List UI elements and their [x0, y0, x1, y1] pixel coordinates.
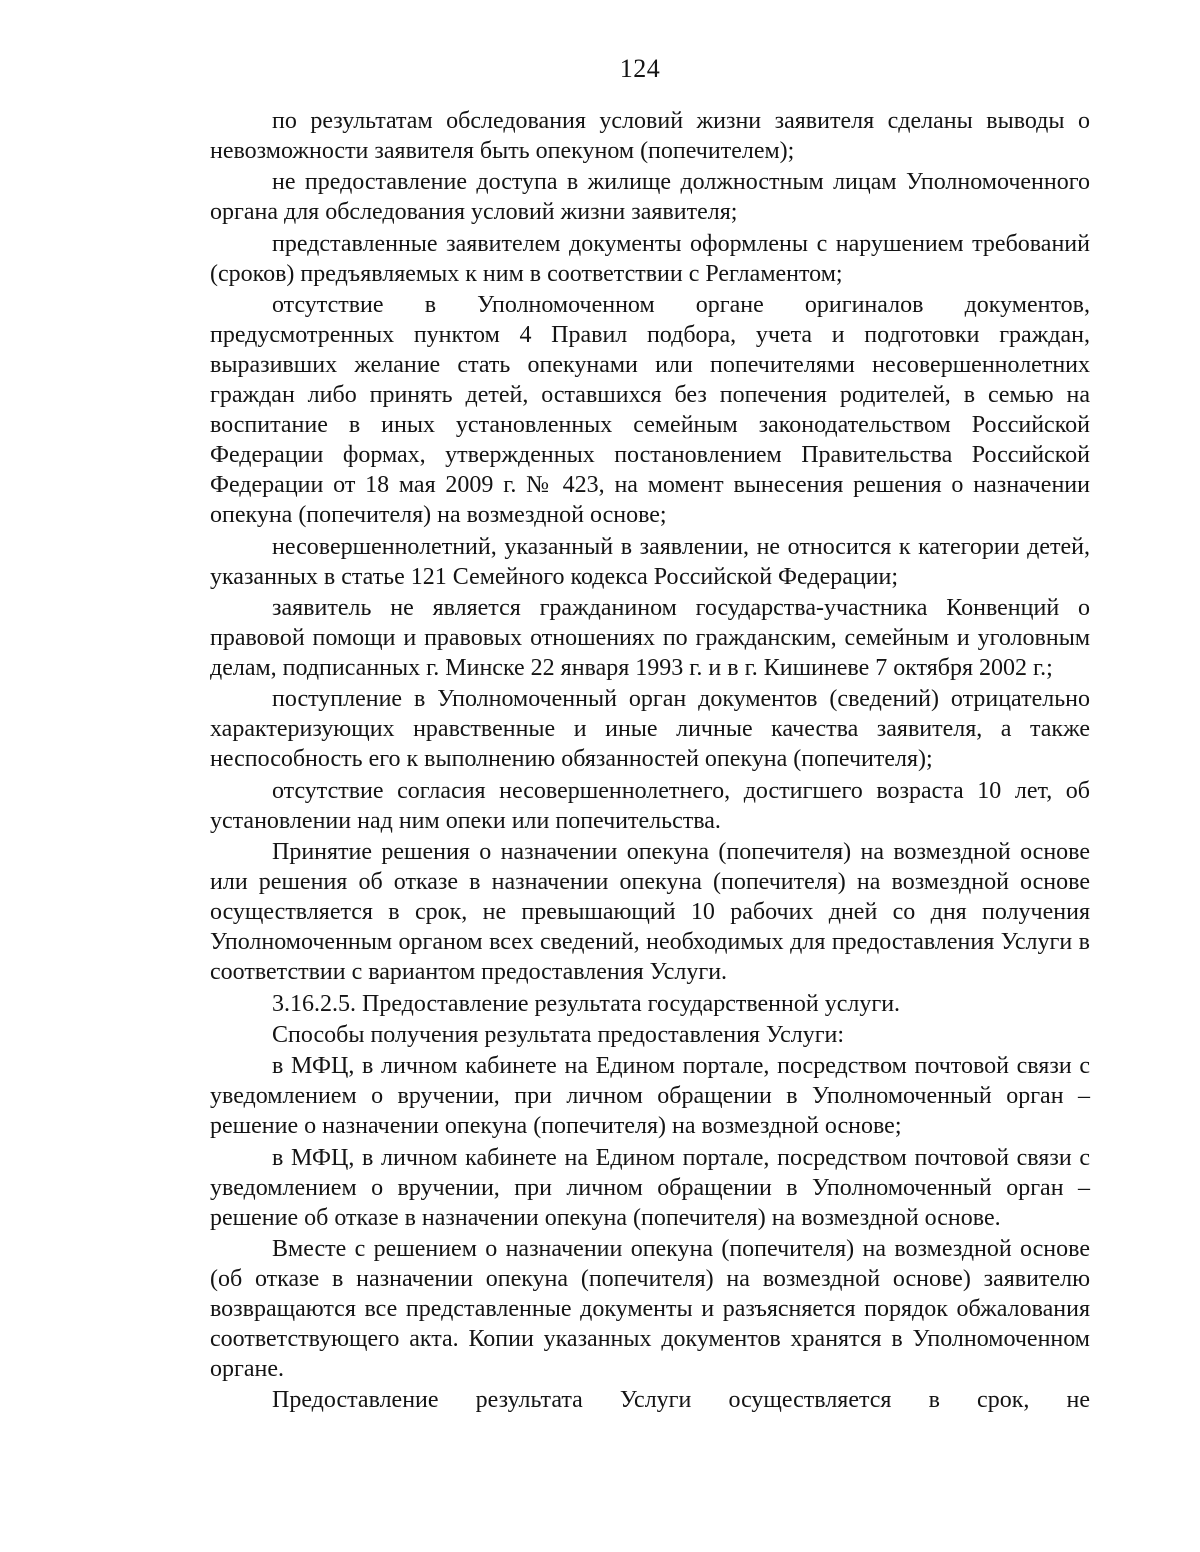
paragraph-missing-originals: отсутствие в Уполномоченном органе оригиналов документов, предусмотренных пунктом 4 Правил подбора, учета и подготовки граждан, выразивших желание стать опекунами или попечителями несовершеннолетних граждан либо принять детей, оставшихся без попечения родителей, в семью на воспитание в иных установленных семейным законодательством Российской Федерации формах, утвержденных постановлением Правительства Российской Федерации от 18 мая 2009 г. № 423, на момент вынесения решения о назначении опекуна (попечителя) на возмездной основе;: [210, 292, 1090, 529]
paragraph-result-methods-intro: Способы получения результата предоставления Услуги:: [272, 1021, 845, 1048]
paragraph-conclusion-impossibility: по результатам обследования условий жизни заявителя сделаны выводы о невозможности заявителя быть опекуном (попечителем);: [210, 108, 1090, 164]
paragraph-result-term: Предоставление результата Услуги осуществляется в срок, не: [272, 1387, 1090, 1414]
paragraph-documents-violation: представленные заявителем документы оформлены с нарушением требований (сроков) предъявляемых к ним в соответствии с Регламентом;: [210, 230, 1090, 287]
paragraph-decision-deadline: Принятие решения о назначении опекуна (попечителя) на возмездной основе или решения об отказе в назначении опекуна (попечителя) на возмездной основе осуществляется в срок, не превышающий 10 рабочих дней со дня получения Уполномоченным органом всех сведений, необходимых для предоставления Услуги в соответствии с вариантом предоставления Услуги.: [210, 839, 1090, 986]
section-heading-3-16-2-5: 3.16.2.5. Предоставление результата государственной услуги.: [272, 990, 901, 1017]
paragraph-documents-return: Вместе с решением о назначении опекуна (попечителя) на возмездной основе (об отказе в назначении опекуна (попечителя) на возмездной основе) заявителю возвращаются все представленные документы и разъясняется порядок обжалования соответствующего акта. Копии указанных документов хранятся в Уполномоченном органе.: [210, 1236, 1090, 1383]
paragraph-no-access-to-dwelling: не предоставление доступа в жилище должностным лицам Уполномоченного органа для обследования условий жизни заявителя;: [210, 169, 1090, 226]
paragraph-method-refusal-decision: в МФЦ, в личном кабинете на Едином портале, посредством почтовой связи с уведомлением о вручении, при личном обращении в Уполномоченный орган – решение об отказе в назначении опекуна (попечителя) на возмездной основе.: [210, 1144, 1090, 1231]
document-body: [210, 106, 1090, 1417]
page-number: 124: [619, 54, 661, 83]
paragraph-negative-characteristics: поступление в Уполномоченный орган документов (сведений) отрицательно характеризующих нравственные и иные личные качества заявителя, а также неспособность его к выполнению обязанностей опекуна (попечителя);: [210, 686, 1090, 773]
paragraph-minor-category: несовершеннолетний, указанный в заявлении, не относится к категории детей, указанных в статье 121 Семейного кодекса Российской Федерации;: [210, 533, 1090, 590]
paragraph-convention-citizen: заявитель не является гражданином государства-участника Конвенций о правовой помощи и правовых отношениях по гражданским, семейным и уголовным делам, подписанных г. Минске 22 января 1993 г. и в г. Кишиневе 7 октября 2002 г.;: [210, 594, 1090, 681]
paragraph-method-appointment-decision: в МФЦ, в личном кабинете на Едином портале, посредством почтовой связи с уведомлением о вручении, при личном обращении в Уполномоченный орган – решение о назначении опекуна (попечителя) на возмездной основе;: [210, 1053, 1090, 1140]
paragraph-minor-consent: отсутствие согласия несовершеннолетнего, достигшего возраста 10 лет, об установлении над ним опеки или попечительства.: [210, 777, 1090, 834]
